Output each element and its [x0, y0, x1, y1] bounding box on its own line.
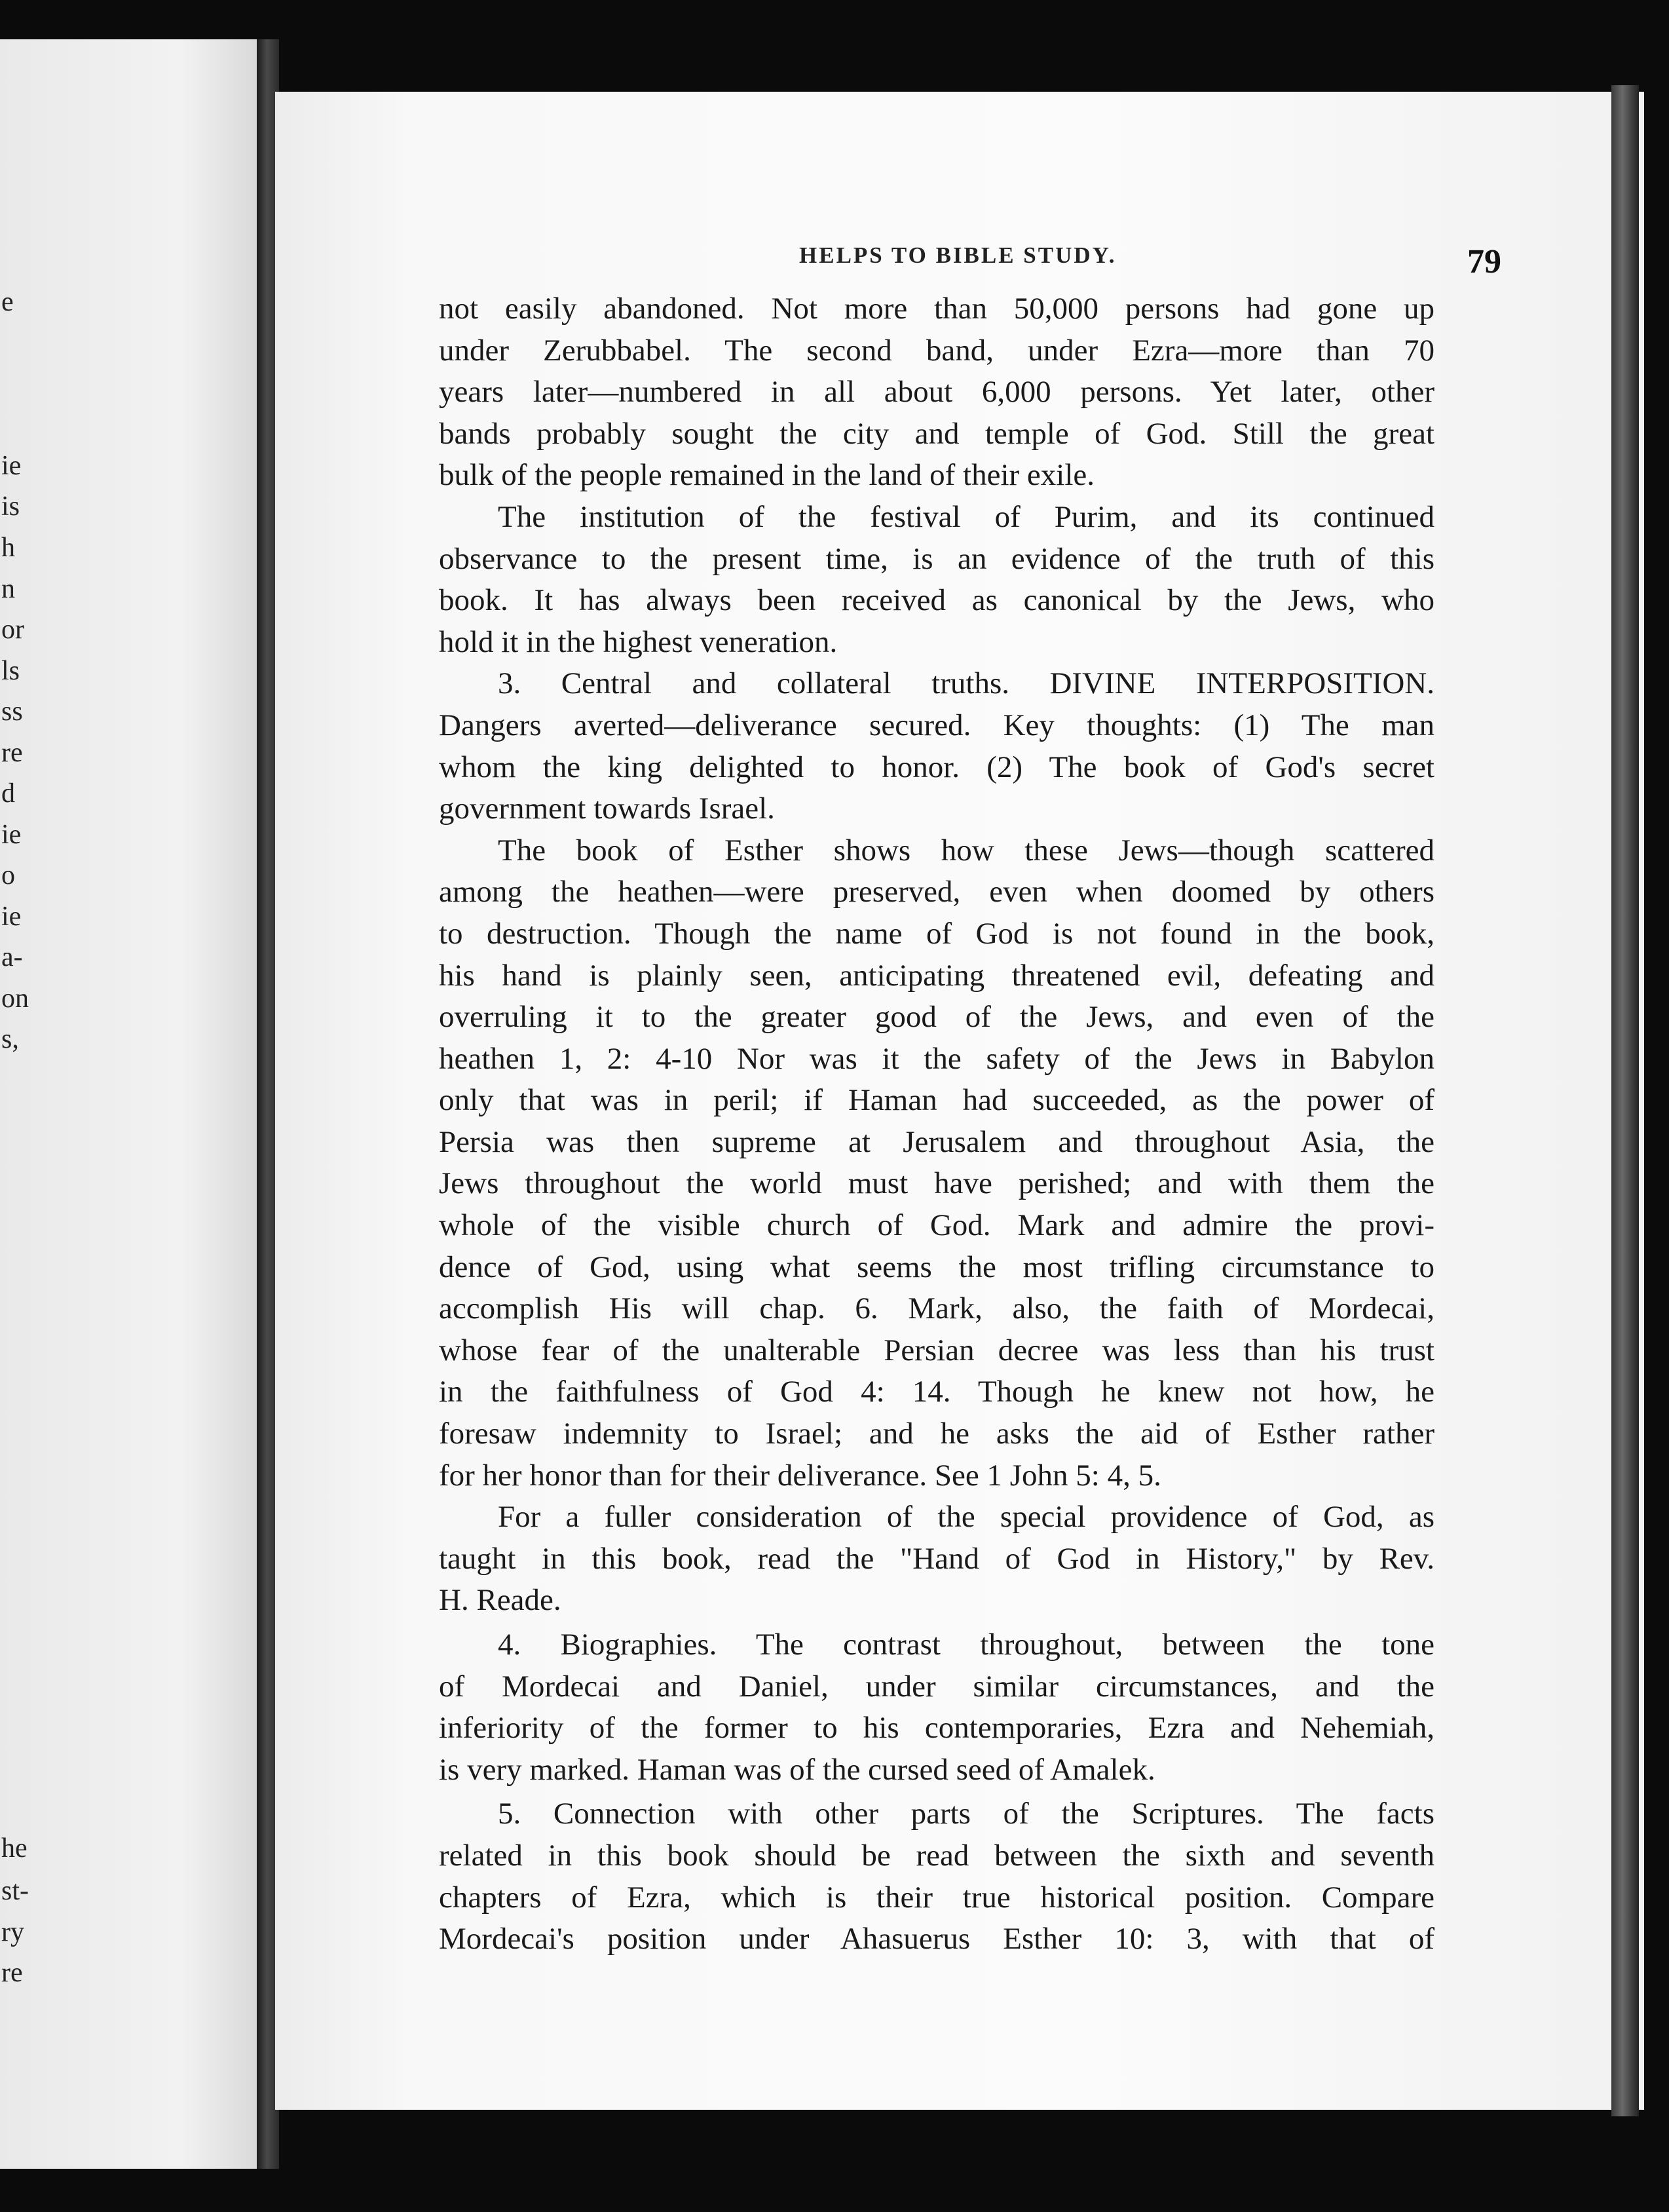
- text-line: related in this book should be read between the sixth and seventh: [439, 1838, 1435, 1873]
- text-line: to destruction. Though the name of God is not found in the book,: [439, 916, 1435, 951]
- text-line: hold it in the highest veneration.: [439, 624, 838, 659]
- text-line: of Mordecai and Daniel, under similar circumstances, and the: [439, 1669, 1435, 1704]
- text-line: government towards Israel.: [439, 791, 775, 826]
- text-line: book. It has always been received as canonical by the Jews, who: [439, 583, 1435, 618]
- left-page-fragment: ry: [1, 1917, 24, 1947]
- text-line: Mordecai's position under Ahasuerus Esther 10: 3, with that of: [439, 1922, 1435, 1956]
- text-line: overruling it to the greater good of the Jews, and even of the: [439, 1000, 1435, 1035]
- text-line: foresaw indemnity to Israel; and he asks the aid of Esther rather: [439, 1417, 1435, 1451]
- text-line: dence of God, using what seems the most trifling circumstance to: [439, 1249, 1435, 1284]
- left-page-fragment: st-: [1, 1876, 29, 1906]
- section-heading-biographies: 4. Biographies. The contrast throughout, between the tone: [498, 1628, 1435, 1662]
- text-line: under Zerubbabel. The second band, under Ezra—more than 70: [439, 333, 1435, 368]
- left-page-fragment: ie: [1, 902, 22, 932]
- left-page-fragment: is: [1, 491, 20, 522]
- text-line: whole of the visible church of God. Mark and admire the provi-: [439, 1208, 1435, 1243]
- text-line: is very marked. Haman was of the cursed seed of Amalek.: [439, 1752, 1155, 1787]
- left-page-fragment: re: [1, 738, 23, 768]
- left-page-fragment: d: [1, 778, 15, 809]
- text-line: for her honor than for their deliverance. See 1 John 5: 4, 5.: [439, 1458, 1161, 1493]
- left-page-fragment: n: [1, 574, 15, 604]
- left-page-fragment: h: [1, 533, 15, 563]
- text-line: whom the king delighted to honor. (2) The book of God's secret: [439, 750, 1435, 784]
- left-page: [0, 39, 259, 2169]
- left-page-fragment: ie: [1, 820, 22, 850]
- text-line: years later—numbered in all about 6,000 persons. Yet later, other: [439, 375, 1435, 410]
- text-line: chapters of Ezra, which is their true historical position. Compare: [439, 1880, 1435, 1915]
- text-line: observance to the present time, is an evidence of the truth of this: [439, 541, 1435, 576]
- left-page-fragment: e: [1, 287, 14, 317]
- text-line: Dangers averted—deliverance secured. Key thoughts: (1) The man: [439, 708, 1435, 742]
- text-line: H. Reade.: [439, 1583, 561, 1618]
- section-heading-central-truths: 3. Central and collateral truths. DIVINE INTERPOSITION.: [498, 666, 1435, 701]
- left-page-fragment: ls: [1, 656, 20, 686]
- left-page-fragment: re: [1, 1958, 23, 1988]
- running-title: HELPS TO BIBLE STUDY.: [799, 242, 1117, 268]
- left-page-fragment: or: [1, 615, 24, 645]
- text-line: heathen 1, 2: 4-10 Nor was it the safety of the Jews in Babylon: [439, 1041, 1435, 1076]
- text-line: Jews throughout the world must have perished; and with them the: [439, 1166, 1435, 1201]
- page-edge: [1611, 85, 1639, 2116]
- body-text: [439, 288, 1435, 1960]
- left-page-fragment: ie: [1, 451, 22, 481]
- left-page-fragment: he: [1, 1833, 28, 1863]
- text-line: not easily abandoned. Not more than 50,000 persons had gone up: [439, 292, 1435, 326]
- left-page-fragment: a-: [1, 942, 23, 972]
- text-line: The institution of the festival of Purim, and its continued: [498, 499, 1435, 534]
- page-number: 79: [1467, 243, 1501, 280]
- text-line: his hand is plainly seen, anticipating threatened evil, defeating and: [439, 958, 1435, 993]
- text-line: whose fear of the unalterable Persian decree was less than his trust: [439, 1333, 1435, 1367]
- left-page-fragment: s,: [1, 1024, 19, 1054]
- text-line: among the heathen—were preserved, even when doomed by others: [439, 875, 1435, 909]
- text-line: The book of Esther shows how these Jews—though scattered: [498, 833, 1435, 868]
- text-line: Persia was then supreme at Jerusalem and throughout Asia, the: [439, 1124, 1435, 1159]
- left-page-fragment: on: [1, 983, 29, 1014]
- right-page: [275, 92, 1644, 2110]
- text-line: in the faithfulness of God 4: 14. Though he knew not how, he: [439, 1375, 1435, 1409]
- text-line: accomplish His will chap. 6. Mark, also, the faith of Mordecai,: [439, 1291, 1435, 1326]
- text-line: taught in this book, read the "Hand of God in History," by Rev.: [439, 1541, 1435, 1576]
- left-page-fragment: ss: [1, 696, 23, 727]
- text-line: bands probably sought the city and temple of God. Still the great: [439, 416, 1435, 451]
- text-line: For a fuller consideration of the special providence of God, as: [498, 1500, 1435, 1535]
- section-heading-connection: 5. Connection with other parts of the Scriptures. The facts: [498, 1797, 1435, 1831]
- text-line: bulk of the people remained in the land of their exile.: [439, 458, 1095, 493]
- text-line: only that was in peril; if Haman had succeeded, as the power of: [439, 1083, 1435, 1118]
- text-line: inferiority of the former to his contemporaries, Ezra and Nehemiah,: [439, 1711, 1435, 1745]
- left-page-fragment: o: [1, 860, 15, 890]
